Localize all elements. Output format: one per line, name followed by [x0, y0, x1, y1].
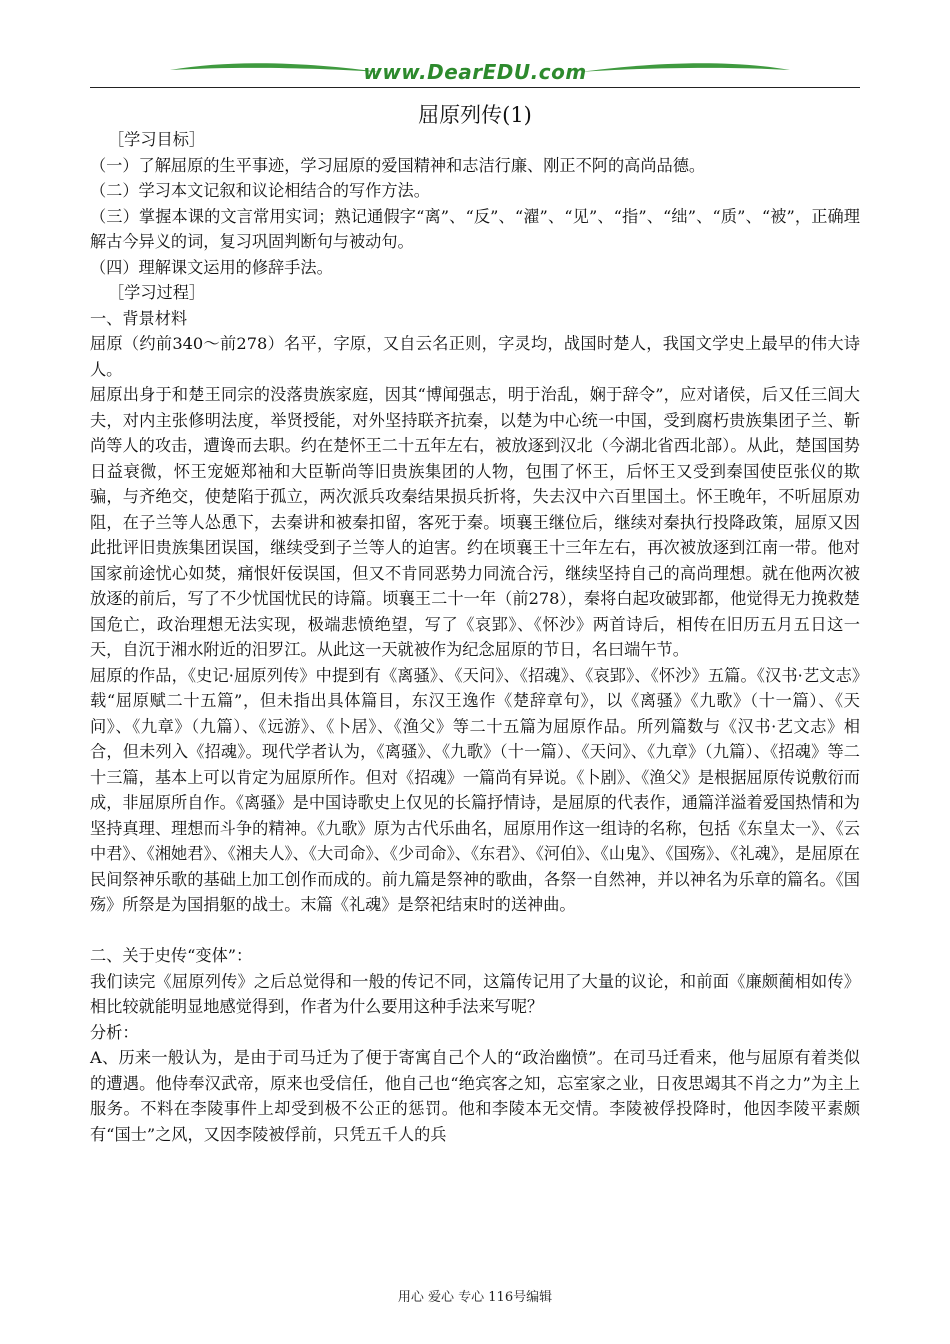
- spacer: [90, 918, 860, 944]
- paragraph: A、历来一般认为，是由于司马迁为了便于寄寓自己个人的“政治幽愤”。在司马迁看来，他与屈原有着类似的遭遇。他侍奉汉武帝，原来也受信任，他自己也“绝宾客之知，忘室家之业，日夜思竭其不肖之力”为主上服务。不料在李陵事件上却受到极不公正的惩罚。他和李陵本无交情。李陵被俘投降时，他因李陵平素颇有“国士”之风，又因李陵被俘前，只凭五千人的兵: [90, 1048, 860, 1144]
- goal-item: （三）掌握本课的文言常用实词；熟记通假字“离”、“反”、“濯”、“见”、“指”、“绌”、“质”、“被”，正确理解古今异义的词，复习巩固判断句与被动句。: [90, 206, 860, 251]
- site-header: [90, 56, 860, 90]
- page-footer: 用心 爱心 专心 116号编辑: [397, 1290, 553, 1305]
- section-heading: 一、背景材料: [90, 308, 188, 328]
- goal-item: （四）理解课文运用的修辞手法。: [90, 257, 333, 277]
- analysis-label: 分析：: [90, 1022, 139, 1042]
- paragraph: 屈原（约前340～前278）名平，字原，又自云名正则，字灵均，战国时楚人，我国文学史上最早的伟大诗人。: [90, 334, 860, 379]
- paragraph: 屈原的作品，《史记·屈原列传》中提到有《离骚》、《天问》、《招魂》、《哀郢》、《怀沙》五篇。《汉书·艺文志》载“屈原赋二十五篇”，但未指出具体篇目，东汉王逸作《楚辞章句》，以《离骚》《九歌》（十一篇）、《天问》、《九章》（九篇）、《远游》、《卜居》、《渔父》等二十五篇为屈原作品。所列篇数与《汉书·艺文志》相合，但未列入《招魂》。现代学者认为，《离骚》、《九歌》（十一篇）、《天问》、《九章》（九篇）、《招魂》等二十三篇，基本上可以肯定为屈原所作。但对《招魂》一篇尚有异说。《卜剧》、《渔父》是根据屈原传说敷衍而成，非屈原所自作。《离骚》是中国诗歌史上仅见的长篇抒情诗，是屈原的代表作，通篇洋溢着爱国热情和为坚持真理、理想而斗争的精神。《九歌》原为古代乐曲名，屈原用作这一组诗的名称，包括《东皇太一》、《云中君》、《湘她君》、《湘夫人》、《大司命》、《少司命》、《东君》、《河伯》、《山鬼》、《国殇》、《礼魂》，是屈原在民间祭神乐歌的基础上加工创作而成的。前九篇是祭神的歌曲，各祭一自然神，并以神名为乐章的篇名。《国殇》所祭是为国捐躯的战士。末篇《礼魂》是祭祀结束时的送神曲。: [90, 665, 860, 914]
- paragraph: 屈原出身于和楚王同宗的没落贵族家庭，因其“博闻强志，明于治乱，娴于辞令”，应对诸侯，后又任三闾大夫，对内主张修明法度，举贤授能，对外坚持联齐抗秦，以楚为中心统一中国，受到腐朽贵族集团子兰、靳尚等人的攻击，遭谗而去职。约在楚怀王二十五年左右，被放逐到汉北（今湖北省西北部）。从此，楚国国势日益衰微，怀王宠姬郑袖和大臣靳尚等旧贵族集团的人物，包围了怀王，后怀王又受到秦国使臣张仪的欺骗，与齐绝交，使楚陷于孤立，两次派兵攻秦结果损兵折将，失去汉中六百里国土。怀王晚年，不听屈原劝阻，在子兰等人怂恿下，去秦讲和被秦扣留，客死于秦。顷襄王继位后，继续对秦执行投降政策，屈原又因此批评旧贵族集团误国，继续受到子兰等人的迫害。约在顷襄王十三年左右，再次被放逐到江南一带。他对国家前途忧心如焚，痛恨奸佞误国，但又不肯同恶势力同流合污，继续坚持自己的高尚理想。就在他两次被放逐的前后，写了不少忧国忧民的诗篇。顷襄王二十一年（前278），秦将白起攻破郢都，他觉得无力挽救楚国危亡，政治理想无法实现，极端悲愤绝望，写了《哀郢》、《怀沙》两首诗后，相传在旧历五月五日这一天，自沉于湘水附近的汨罗江。从此这一天就被作为纪念屈原的节日，名曰端午节。: [90, 385, 860, 659]
- section-heading: 二、关于史传“变体”：: [90, 946, 253, 965]
- document-body: [90, 127, 860, 1147]
- goal-item: （二）学习本文记叙和议论相结合的写作方法。: [90, 181, 430, 200]
- header-divider: [90, 87, 860, 88]
- process-heading: ［学习过程］: [108, 283, 206, 302]
- paragraph: 我们读完《屈原列传》之后总觉得和一般的传记不同，这篇传记用了大量的议论，和前面《廉颇蔺相如传》相比较就能明显地感觉得到，作者为什么要用这种手法来写呢？: [90, 971, 860, 1016]
- page-title: 屈原列传(1): [418, 103, 532, 127]
- goals-heading: ［学习目标］: [108, 130, 206, 149]
- goal-item: （一）了解屈原的生平事迹，学习屈原的爱国精神和志洁行廉、刚正不阿的高尚品德。: [90, 155, 706, 175]
- site-url[interactable]: www.DearEDU.com: [363, 60, 587, 84]
